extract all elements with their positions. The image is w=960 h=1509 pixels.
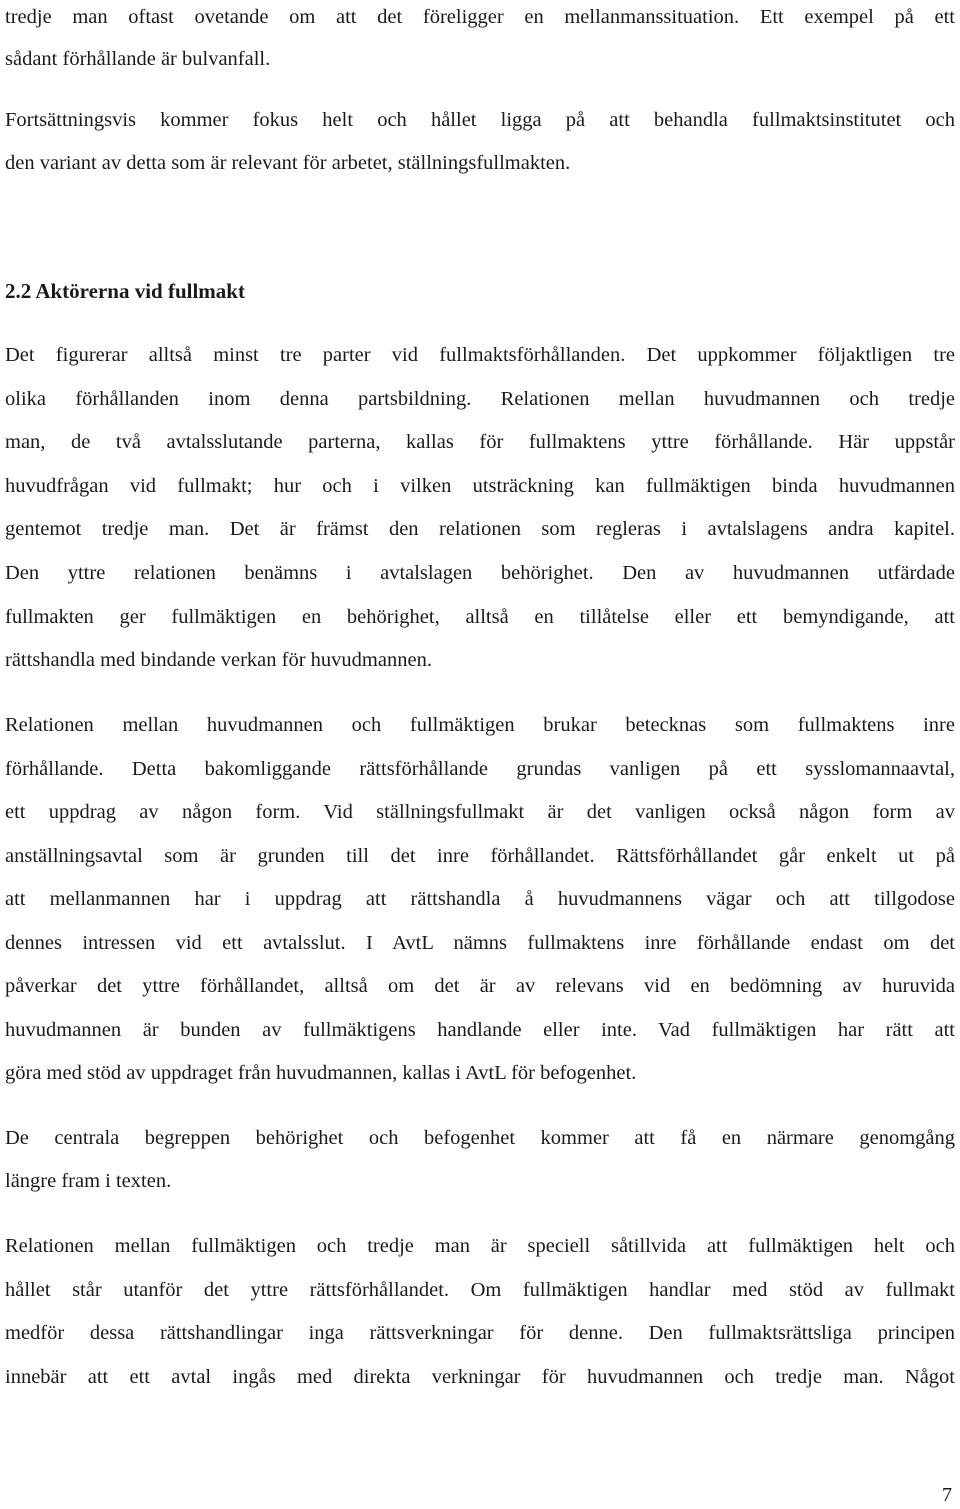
page-number: 7	[942, 1484, 952, 1506]
text-line: Relationen mellan fullmäktigen och tredje man är speciell såtillvida att fullmäktigen helt och	[5, 1235, 955, 1257]
text-line: Relationen mellan huvudmannen och fullmäktigen brukar betecknas som fullmaktens inre	[5, 714, 955, 736]
text-line: påverkar det yttre förhållandet, alltså om det är av relevans vid en bedömning av huruvida	[5, 975, 955, 997]
section-heading: 2.2 Aktörerna vid fullmakt	[5, 279, 245, 303]
text-line: Det figurerar alltså minst tre parter vid fullmaktsförhållanden. Det uppkommer följaktligen tre	[5, 344, 955, 366]
text-line: innebär att ett avtal ingås med direkta verkningar för huvudmannen och tredje man. Något	[5, 1366, 955, 1388]
text-line: fullmakten ger fullmäktigen en behörighet, alltså en tillåtelse eller ett bemyndigande, att	[5, 606, 955, 628]
text-line: ett uppdrag av någon form. Vid ställningsfullmakt är det vanligen också någon form av	[5, 801, 955, 823]
text-line: den variant av detta som är relevant för arbetet, ställningsfullmakten.	[5, 152, 571, 174]
text-line: De centrala begreppen behörighet och befogenhet kommer att få en närmare genomgång	[5, 1127, 955, 1149]
text-line: hållet står utanför det yttre rättsförhållandet. Om fullmäktigen handlar med stöd av fullmakt	[5, 1279, 955, 1301]
text-line: sådant förhållande är bulvanfall.	[5, 48, 271, 70]
text-line: att mellanmannen har i uppdrag att rättshandla å huvudmannens vägar och att tillgodose	[5, 888, 955, 910]
text-line: anställningsavtal som är grunden till det inre förhållandet. Rättsförhållandet går enkelt ut på	[5, 845, 955, 867]
text-line: medför dessa rättshandlingar inga rättsverkningar för denne. Den fullmaktsrättsliga principen	[5, 1322, 955, 1344]
text-line: huvudmannen är bunden av fullmäktigens handlande eller inte. Vad fullmäktigen har rätt att	[5, 1019, 955, 1041]
text-line: förhållande. Detta bakomliggande rättsförhållande grundas vanligen på ett sysslomannaavtal,	[5, 758, 955, 780]
text-line: längre fram i texten.	[5, 1170, 172, 1192]
text-line: huvudfrågan vid fullmakt; hur och i vilken utsträckning kan fullmäktigen binda huvudmannen	[5, 475, 955, 497]
text-line: Fortsättningsvis kommer fokus helt och hållet ligga på att behandla fullmaktsinstitutet och	[5, 109, 955, 131]
text-line: man, de två avtalsslutande parterna, kallas för fullmaktens yttre förhållande. Här uppstår	[5, 431, 955, 453]
text-line: tredje man oftast ovetande om att det föreligger en mellanmanssituation. Ett exempel på ett	[5, 6, 955, 28]
text-line: dennes intressen vid ett avtalsslut. I AvtL nämns fullmaktens inre förhållande endast om det	[5, 932, 955, 954]
text-line: rättshandla med bindande verkan för huvudmannen.	[5, 649, 432, 671]
text-line: olika förhållanden inom denna partsbildning. Relationen mellan huvudmannen och tredje	[5, 388, 955, 410]
text-line: gentemot tredje man. Det är främst den relationen som regleras i avtalslagens andra kapitel.	[5, 518, 955, 540]
text-line: Den yttre relationen benämns i avtalslagen behörighet. Den av huvudmannen utfärdade	[5, 562, 955, 584]
text-line: göra med stöd av uppdraget från huvudmannen, kallas i AvtL för befogenhet.	[5, 1062, 637, 1084]
